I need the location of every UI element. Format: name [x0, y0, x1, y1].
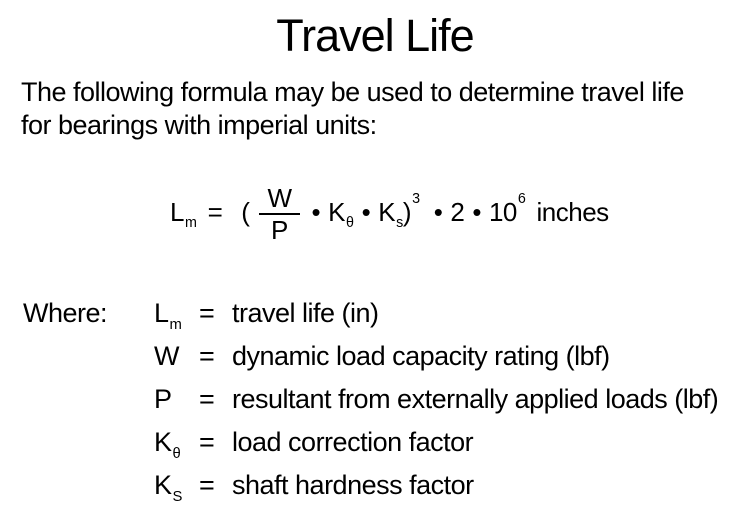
formula-s-subscript: s: [396, 215, 403, 232]
variable-symbol: $K_\theta$: [154, 427, 181, 462]
variable-symbol: W: [154, 341, 179, 371]
formula-denominator: P: [259, 213, 299, 245]
travel-life-slide: [0, 10, 750, 525]
definition-row-lm: [154, 294, 750, 337]
page-title: Travel Life: [276, 10, 474, 61]
definition-list: [154, 294, 750, 509]
equals-sign: =: [199, 341, 215, 371]
formula-multiply-dot: •: [361, 197, 371, 227]
intro-line-1: The following formula may be used to determine travel life: [21, 77, 684, 107]
definition-row-w: [154, 337, 750, 380]
formula-coefficient: 2: [450, 197, 465, 227]
travel-life-formula: [0, 176, 750, 248]
variable-definition: shaft hardness factor: [232, 470, 474, 500]
intro-text: [0, 76, 750, 142]
formula-lhs-symbol: L: [170, 197, 184, 227]
variable-symbol: $L_m$: [154, 298, 182, 333]
where-label: Where:: [23, 298, 108, 328]
definition-row-p: [154, 380, 750, 423]
variable-subscript: m: [169, 316, 182, 333]
variable-subscript: θ: [172, 445, 181, 462]
formula-open-paren: (: [241, 197, 250, 227]
formula-fraction: [259, 183, 299, 245]
formula-lhs-subscript: m: [184, 215, 197, 232]
formula-lhs: [170, 176, 197, 253]
variable-subscript: S: [172, 488, 183, 505]
definition-row-ks: [154, 466, 750, 509]
variable-definition: travel life (in): [232, 298, 379, 328]
formula-outer-exponent: 3: [412, 191, 420, 208]
variable-symbol: $K_S$: [154, 470, 183, 505]
equals-sign: =: [199, 470, 215, 500]
formula-multiply-dot: •: [433, 197, 443, 227]
variable-definition: resultant from externally applied loads (lbf): [232, 384, 719, 414]
variable-symbol: P: [154, 384, 172, 414]
formula-k-symbol: K: [328, 197, 345, 227]
formula-multiply-dot: •: [311, 197, 321, 227]
formula-k-symbol: K: [378, 197, 396, 227]
formula-multiply-dot: •: [472, 197, 481, 227]
formula-k-s: [378, 176, 420, 253]
equals-sign: =: [199, 384, 215, 414]
formula-equals-sign: =: [207, 197, 223, 227]
formula-numerator: W: [267, 183, 292, 213]
formula-base-ten: 10: [488, 197, 517, 227]
intro-line-2: for bearings with imperial units:: [21, 110, 377, 140]
formula-ten-exponent: 6: [517, 191, 526, 208]
variable-definition: dynamic load capacity rating (lbf): [232, 341, 610, 371]
equals-sign: =: [199, 427, 215, 457]
formula-theta-subscript: θ: [345, 215, 354, 232]
formula-close-paren: ): [402, 197, 412, 227]
formula-power-of-ten: [489, 176, 526, 253]
formula-k-theta: [328, 176, 354, 253]
formula-unit: inches: [536, 197, 609, 227]
variable-definition: load correction factor: [232, 427, 474, 457]
definition-row-ktheta: [154, 423, 750, 466]
equals-sign: =: [199, 298, 215, 328]
where-section: [0, 294, 750, 509]
